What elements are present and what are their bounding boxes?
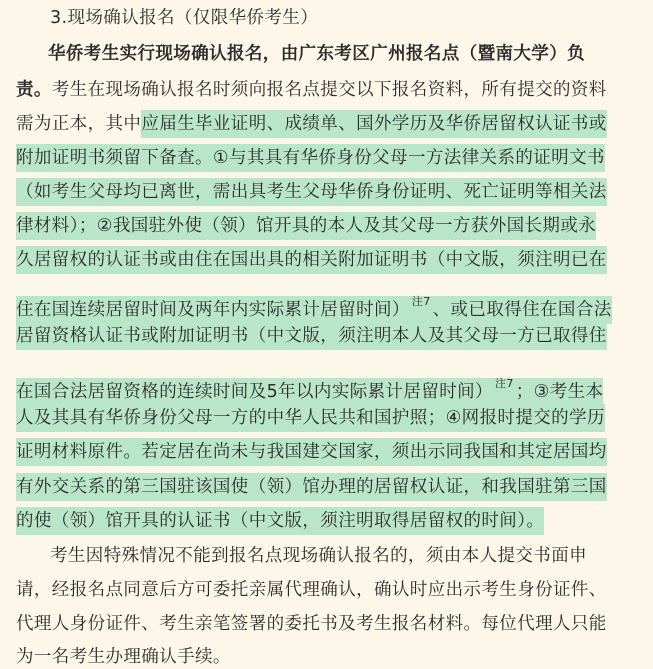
line-2-text: 考生在现场确认报名时须向报名点提交以下报名资料，所有提交的资料 xyxy=(51,80,607,100)
paragraph-2-line-3 xyxy=(16,612,607,636)
p2-line-4-text: 为一名考生办理确认手续。 xyxy=(16,647,231,667)
paragraph-line-3 xyxy=(16,112,607,136)
highlight-span xyxy=(16,296,612,324)
paragraph-line-7 xyxy=(16,248,607,272)
paragraph-line-9 xyxy=(16,324,607,348)
paragraph-2-line-2 xyxy=(16,578,607,602)
footnote-marker: 注7 xyxy=(494,377,514,390)
highlight-span: 人及其具有华侨身份父母一方的中华人民共和国护照；④网报时提交的学历 xyxy=(16,404,605,432)
p2-line-1-text: 考生因特殊情况不能到报名点现场确认报名的，须由本人提交书面申 xyxy=(50,546,587,566)
highlight-span: （如考生父母均已离世，需出具考生父母华侨身份证明、死亡证明等相关法 xyxy=(16,178,607,206)
highlight-span: 有外交关系的第三国驻该国使（领）馆办理的居留权认证，和我国驻第三国 xyxy=(16,473,607,501)
paragraph-line-8 xyxy=(16,290,612,322)
paragraph-line-12 xyxy=(16,440,607,464)
line-3-plain: 需为正本，其中 xyxy=(16,114,142,134)
highlight-span: 证明材料原件。若定居在尚未与我国建交国家，须出示同我国和其定居国均 xyxy=(16,438,607,466)
line-10-text-a: 在国合法居留资格的连续时间及5年以内实际累计居留时间） xyxy=(16,382,493,402)
highlight-span xyxy=(16,378,603,406)
paragraph-2-line-1 xyxy=(50,544,587,568)
paragraph-line-13 xyxy=(16,475,607,499)
heading-text: 3.现场确认报名（仅限华侨考生） xyxy=(50,8,319,28)
line-8-text-a: 住在国连续居留时间及两年内实际累计居留时间） xyxy=(16,300,410,320)
line-8-text-b: 、或已取得住在国合法 xyxy=(432,300,612,320)
paragraph-line-6 xyxy=(16,214,596,238)
highlight-span: 律材料）；②我国驻外使（领）馆开具的本人及其父母一方获外国长期或永 xyxy=(16,212,596,240)
paragraph-line-14 xyxy=(16,509,544,533)
bold-lead-text-1: 华侨考生实行现场确认报名，由广东考区广州报名点（暨南大学）负 xyxy=(48,44,585,64)
paragraph-line-4 xyxy=(16,146,605,170)
highlight-span: 的使（领）馆开具的认证书（中文版，须注明取得居留权的时间）。 xyxy=(16,507,544,535)
paragraph-line-2 xyxy=(16,78,607,102)
paragraph-line-10 xyxy=(16,372,603,404)
paragraph-line-5 xyxy=(16,180,607,204)
highlight-span: 应届生毕业证明、成绩单、国外学历及华侨居留权认证书或 xyxy=(141,110,606,138)
paragraph-line-11 xyxy=(16,406,605,430)
line-10-text-b: ；③考生本 xyxy=(515,382,604,402)
p2-line-3-text: 代理人身份证件、考生亲笔签署的委托书及考生报名材料。每位代理人只能 xyxy=(16,614,607,634)
footnote-marker: 注7 xyxy=(411,295,431,308)
p2-line-2-text: 请，经报名点同意后方可委托亲属代理确认，确认时应出示考生身份证件、 xyxy=(16,580,607,600)
highlight-span: 居留资格认证书或附加证明书（中文版，须注明本人及其父母一方已取得住 xyxy=(16,322,607,350)
bold-lead-text-2: 责。 xyxy=(16,80,52,100)
highlight-span: 附加证明书须留下备查。①与其具有华侨身份父母一方法律关系的证明文书 xyxy=(16,144,605,172)
section-heading xyxy=(50,6,318,30)
highlight-span: 久居留权的认证书或由住在国出具的相关附加证明书（中文版，须注明已在 xyxy=(16,246,607,274)
bold-lead-line-1 xyxy=(48,42,585,66)
paragraph-2-line-4 xyxy=(16,645,231,669)
